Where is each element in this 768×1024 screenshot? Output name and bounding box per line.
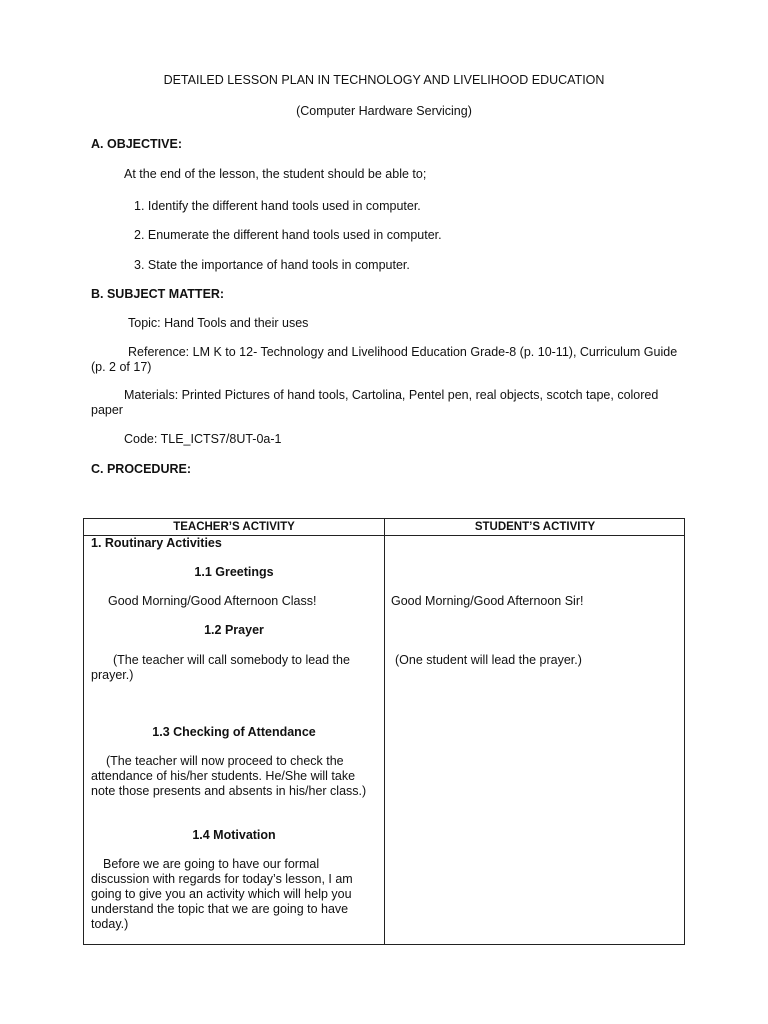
routinary-activities-heading: 1. Routinary Activities: [91, 536, 222, 550]
prayer-student-text: (One student will lead the prayer.): [395, 653, 582, 667]
objective-item-3: 3. State the importance of hand tools in computer.: [134, 258, 410, 272]
objective-intro: At the end of the lesson, the student should be able to;: [124, 167, 427, 181]
subject-materials: Materials: Printed Pictures of hand tools, Cartolina, Pentel pen, real objects, scotch tape, colored paper: [91, 388, 659, 417]
prayer-teacher-text: (The teacher will call somebody to lead the prayer.): [91, 653, 350, 682]
subject-code: Code: TLE_ICTS7/8UT-0a-1: [124, 432, 282, 446]
motivation-heading: 1.4 Motivation: [192, 828, 276, 842]
motivation-teacher-text: Before we are going to have our formal discussion with regards for today’s lesson, I am going to give you an activity which will help you understand the topic that we are going to have today.): [91, 857, 353, 931]
procedure-heading: C. PROCEDURE:: [91, 462, 192, 476]
table-column-divider: [384, 519, 385, 944]
attendance-teacher-text: (The teacher will now proceed to check the attendance of his/her students. He/She will take note those presents and absents in his/her class.): [91, 754, 367, 798]
objective-item-1: 1. Identify the different hand tools used in computer.: [134, 199, 421, 213]
procedure-table: [83, 518, 685, 945]
subject-topic: Topic: Hand Tools and their uses: [128, 316, 309, 330]
greetings-heading: 1.1 Greetings: [194, 565, 274, 579]
subject-reference: Reference: LM K to 12- Technology and Livelihood Education Grade-8 (p. 10-11), Curriculum Guide (p. 2 of 17): [91, 345, 678, 374]
attendance-heading: 1.3 Checking of Attendance: [152, 725, 316, 739]
document-subtitle: (Computer Hardware Servicing): [296, 104, 472, 118]
teacher-activity-header: TEACHER’S ACTIVITY: [173, 521, 295, 533]
greetings-teacher-text: Good Morning/Good Afternoon Class!: [108, 594, 317, 608]
objective-heading: A. OBJECTIVE:: [91, 137, 182, 151]
student-activity-header: STUDENT’S ACTIVITY: [474, 521, 596, 533]
prayer-heading: 1.2 Prayer: [204, 623, 264, 637]
objective-item-2: 2. Enumerate the different hand tools used in computer.: [134, 228, 442, 242]
subject-matter-heading: B. SUBJECT MATTER:: [91, 287, 225, 301]
greetings-student-text: Good Morning/Good Afternoon Sir!: [391, 594, 584, 608]
document-title: DETAILED LESSON PLAN IN TECHNOLOGY AND LIVELIHOOD EDUCATION: [163, 73, 605, 87]
